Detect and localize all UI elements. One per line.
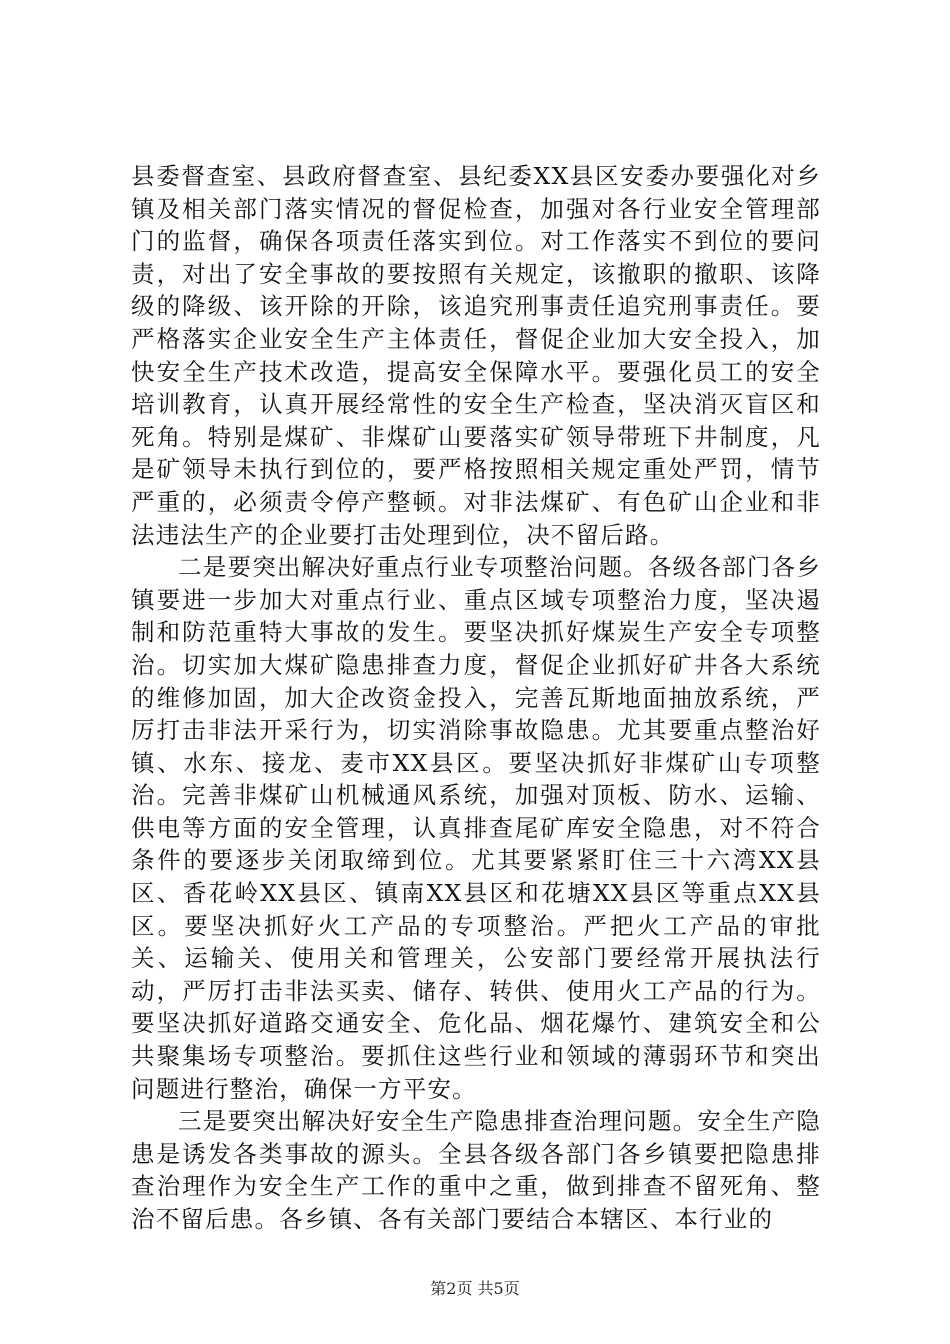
paragraph-1: 县委督查室、县政府督查室、县纪委XX县区安委办要强化对乡镇及相关部门落实情况的督促检查，加强对各行业安全管理部门的监督，确保各项责任落实到位。对工作落实不到位的要问责，对出了安全事故的要按照有关规定，该撤职的撤职、该降级的降级、该开除的开除，该追究刑事责任追究刑事责任。要严格落实企业安全生产主体责任，督促企业加大安全投入，加快安全生产技术改造，提高安全保障水平。要强化员工的安全培训教育，认真开展经常性的安全生产检查，坚决消灭盲区和死角。特别是煤矿、非煤矿山要落实矿领导带班下井制度，凡是矿领导未执行到位的，要严格按照相关规定重处严罚，情节严重的，必须责令停产整顿。对非法煤矿、有色矿山企业和非法违法生产的企业要打击处理到位，决不留后路。 xyxy=(131,162,821,549)
page-number: 第2页 共5页 xyxy=(430,1279,520,1298)
paragraph-2: 二是要突出解决好重点行业专项整治问题。各级各部门各乡镇要进一步加大对重点行业、重点区域专项整治力度，坚决遏制和防范重特大事故的发生。要坚决抓好煤炭生产安全专项整治。切实加大煤矿隐患排查力度，督促企业抓好矿井各大系统的维修加固，加大企改资金投入，完善瓦斯地面抽放系统，严厉打击非法开采行为，切实消除事故隐患。尤其要重点整治好镇、水东、接龙、麦市XX县区。要坚决抓好非煤矿山专项整治。完善非煤矿山机械通风系统，加强对顶板、防水、运输、供电等方面的安全管理，认真排查尾矿库安全隐患，对不符合条件的要逐步关闭取缔到位。尤其要紧紧盯住三十六湾XX县区、香花岭XX县区、镇南XX县区和花塘XX县区等重点XX县区。要坚决抓好火工产品的专项整治。严把火工产品的审批关、运输关、使用关和管理关，公安部门要经常开展执法行动，严厉打击非法买卖、储存、转供、使用火工产品的行为。要坚决抓好道路交通安全、危化品、烟花爆竹、建筑安全和公共聚集场专项整治。要抓住这些行业和领域的薄弱环节和突出问题进行整治，确保一方平安。 xyxy=(131,553,821,1103)
paragraph-3: 三是要突出解决好安全生产隐患排查治理问题。安全生产隐患是诱发各类事故的源头。全县各级各部门各乡镇要把隐患排查治理作为安全生产工作的重中之重，做到排查不留死角、整治不留后患。各乡镇、各有关部门要结合本辖区、本行业的 xyxy=(131,1107,821,1233)
document-body xyxy=(131,160,821,1236)
